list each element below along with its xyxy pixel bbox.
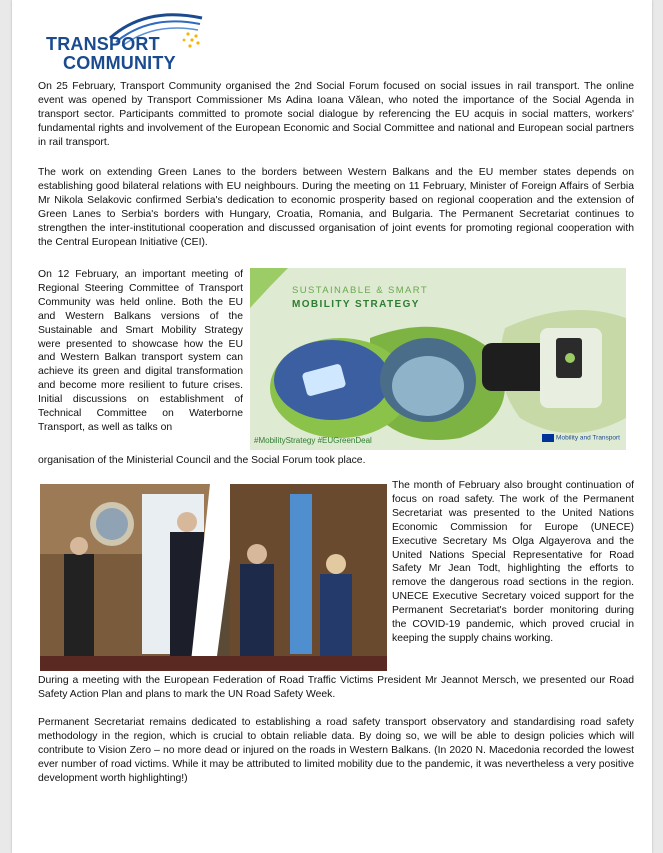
paragraph-steering-committee: On 12 February, an important meeting of Regional Steering Committee of Transport Community was held online. Both the EU and Western Balkans versions of the Sustainable and Smart Mobility Strategy were presented to showcase how the EU and Western Balkan transport system can achieve its green and digital transformation and become more resilient to future crises. Initial discussions on establishment of Technical Committee on Waterborne Transport, as well as talks on bbox=[38, 269, 243, 433]
paragraph-green-lanes: The work on extending Green Lanes to the borders between Western Balkans and the EU member states depends on establishing good bilateral relations with EU neighbours. During the meeting on 11 February, Minister of Foreign Affairs of Serbia Mr Nikola Selakovic confirmed Serbia's dedication to economic prosperity based on regional cooperation and the extension of Green Lanes to Serbia's borders with Hungary, Croatia, Romania, and Bulgaria. The Permanent Secretariat continues to strengthen the inter-institutional cooperation and discussed organisation of joint events for promoting regional cooperation with the Central European Initiative (CEI). bbox=[38, 167, 634, 248]
paragraph-steering-committee-end: organisation of the Ministerial Council and the Social Forum took place. bbox=[38, 455, 366, 466]
paragraph-road-safety: The month of February also brought continuation of focus on road safety. The work of the Permanent Secretariat was presented to the United Nations Economic Commission for Europe (UNECE) Executive Secretary Ms Olga Algayerova and the United Nations Special Representative for Road Safety Mr Jean Todt, highlighting the efforts to remove the dangerous road sections in the region. UNECE Executive Secretary voiced support for the Permanent Secretariat's border monitoring during the COVID-19 pandemic, which proved crucial in keeping the supply chains working. bbox=[392, 480, 634, 644]
logo-text-transport: TRANSPORT bbox=[46, 34, 160, 54]
paragraph-road-safety-end: During a meeting with the European Federation of Road Traffic Victims President Mr Jeannot Mersch, we presented our Road Safety Action Plan and plans to mark the UN Road Safety Week. bbox=[38, 675, 634, 700]
transport-community-logo bbox=[46, 12, 206, 74]
document-page bbox=[12, 0, 652, 853]
eu-commission-text: Mobility and Transport bbox=[556, 434, 620, 442]
paragraph-vision-zero: Permanent Secretariat remains dedicated to establishing a road safety transport observatory and standardising road safety methodology in the region, which is crucial to obtain reliable data. By doing so, we will be able to design policies which will contribute to Vision Zero – no more dead or injured on the roads in Western Balkans. (In 2020 N. Macedonia recorded the lowest ever number of road victims. While it may be attributed to limited mobility due to the pandemic, it was nevertheless a very positive development worth highlighting!) bbox=[38, 717, 634, 784]
eu-flag-icon bbox=[542, 434, 554, 442]
eu-commission-label bbox=[542, 434, 620, 442]
paragraph-social-forum: On 25 February, Transport Community organised the 2nd Social Forum focused on social issues in rail transport. The online event was opened by Transport Commissioner Ms Adina Ioana Vălean, who noted the importance of the Social Agenda in transport sector. Participants committed to promote social dialogue by referencing the EU acquis in social matters, workers' fundamental rights and involvement of the European Economic and Social Committee and national and European social partners in rail transport. bbox=[38, 81, 634, 148]
photo-artwork bbox=[40, 484, 387, 671]
mobility-strategy-banner bbox=[250, 268, 626, 450]
banner-title-line2: MOBILITY STRATEGY bbox=[292, 299, 420, 310]
logo-text-community: COMMUNITY bbox=[63, 53, 176, 73]
meeting-photo-collage bbox=[40, 484, 387, 671]
banner-hashtags: #MobilityStrategy #EUGreenDeal bbox=[254, 436, 372, 445]
banner-title-line1: SUSTAINABLE & SMART bbox=[292, 285, 429, 296]
